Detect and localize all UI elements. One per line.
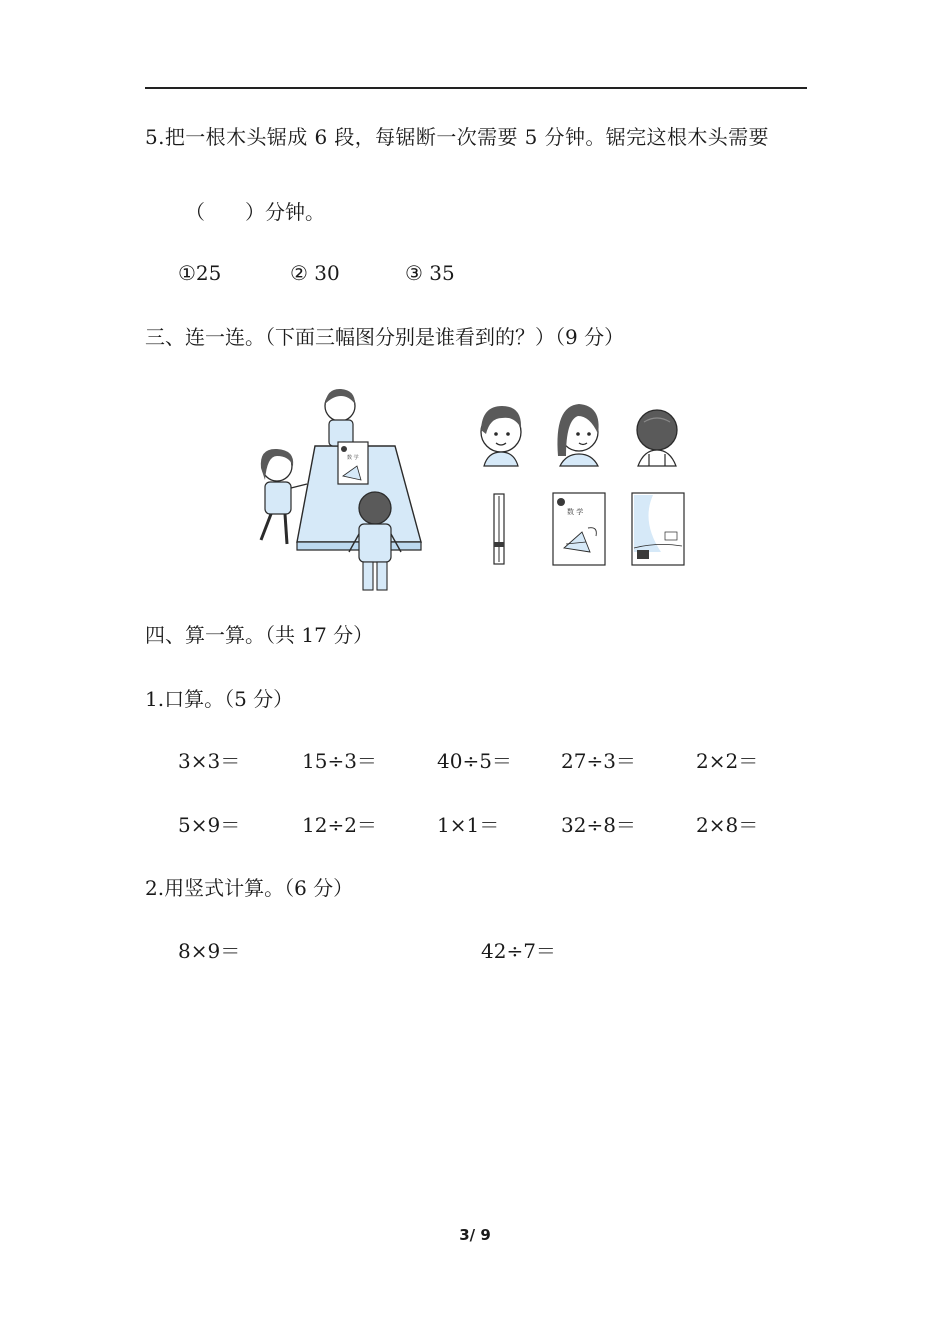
oral-calc-7: 12÷2＝ [302, 813, 377, 837]
oral-calc-10: 2×8＝ [696, 813, 759, 837]
part-2-title: 2.用竖式计算。（6 分） [145, 876, 354, 900]
vertical-calc-2: 42÷7＝ [481, 939, 556, 963]
section-3-title: 三、连一连。（下面三幅图分别是谁看到的？）（9 分） [145, 325, 625, 349]
girl-face-icon[interactable] [552, 400, 606, 468]
book-front-cover-icon[interactable] [552, 492, 606, 566]
header-rule [145, 87, 807, 89]
boy-face-icon[interactable] [474, 400, 528, 468]
book-on-table-label: 数 学 [347, 455, 359, 461]
oral-calc-6: 5×9＝ [178, 813, 241, 837]
book-side-view-icon[interactable] [491, 492, 507, 566]
option-2[interactable]: ② 30 [290, 261, 340, 285]
vertical-calc-1: 8×9＝ [178, 939, 241, 963]
oral-calc-4: 27÷3＝ [561, 749, 636, 773]
book-back-cover-icon[interactable] [631, 492, 685, 566]
boy-back-figure [325, 389, 355, 446]
oral-calc-1: 3×3＝ [178, 749, 241, 773]
scene-illustration [245, 384, 435, 596]
book-cover-label: 数 学 [567, 508, 584, 516]
boy-back-head-icon[interactable] [630, 400, 684, 468]
book-on-table [338, 442, 368, 484]
oral-calc-8: 1×1＝ [437, 813, 500, 837]
question-5-blank-line: （ ）分钟。 [185, 200, 325, 224]
section-4-title: 四、算一算。（共 17 分） [145, 623, 374, 647]
oral-calc-5: 2×2＝ [696, 749, 759, 773]
oral-calc-3: 40÷5＝ [437, 749, 512, 773]
oral-calc-2: 15÷3＝ [302, 749, 377, 773]
page-number: 3/ 9 [459, 1226, 491, 1244]
option-1[interactable]: ①25 [178, 261, 222, 285]
oral-calc-9: 32÷8＝ [561, 813, 636, 837]
option-3[interactable]: ③ 35 [405, 261, 455, 285]
question-5-text: 5.把一根木头锯成 6 段，每锯断一次需要 5 分钟。锯完这根木头需要 [145, 125, 769, 149]
part-1-title: 1.口算。（5 分） [145, 687, 294, 711]
